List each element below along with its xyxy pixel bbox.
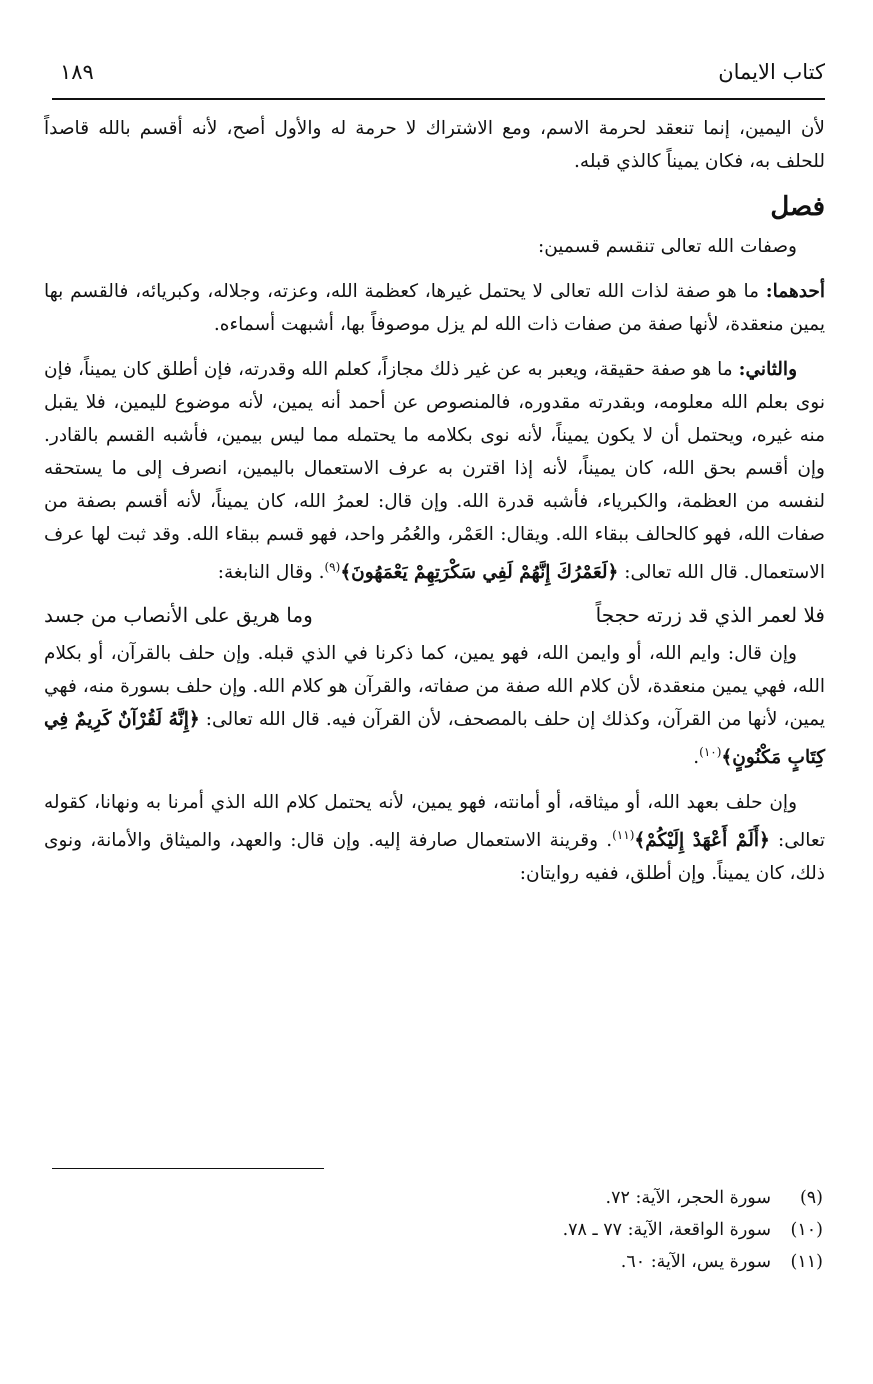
footnote-text: سورة الواقعة، الآية: ٧٧ ـ ٧٨. xyxy=(562,1220,771,1240)
quran-verse: ﴿إِنَّهُ لَقُرْآنٌ كَرِيمٌ فِي كِتَابٍ مَكْنُونٍ﴾ xyxy=(44,709,825,769)
verse-second-hemistich: وما هريق على الأنصاب من جسد xyxy=(44,603,313,628)
paragraph xyxy=(44,637,825,774)
quran-verse: ﴿لَعَمْرُكَ إِنَّهُمْ لَفِي سَكْرَتِهِمْ يَعْمَهُونَ﴾ xyxy=(340,562,619,584)
footnote xyxy=(200,1182,823,1214)
page-number: ١٨٩ xyxy=(60,60,94,84)
paragraph-text: ما هو صفة حقيقة، ويعبر به عن غير ذلك مجازاً، كعلم الله وقدرته، فإن أطلق كان يميناً، فإن نوى بعلم الله معلومه، وبقدرته مقدوره، فالمنصوص عن أحمد أنه يمين، لأنه موضوع لليمين، فلا يقبل منه غيره، ويحتمل أن لا يكون يميناً، لأنه نوى بكلامه ما يحتمله مما ليس بيمين، فأشبه القسم بالقادر. وإن أقسم بحق الله، كان يميناً، لأنه إذا اقترن به عرف الاستعمال باليمين، انصرف إلى ما يستحقه لنفسه من العظمة، والكبرياء، فأشبه قدرة الله. وإن قال: لعمرُ الله، كان يميناً، لأنه أقسم بصفة من صفات الله، فهو كالحالف ببقاء الله. ويقال: العَمْر، والعُمُر واحد، فهو قسم ببقاء الله. وقد ثبت لها عرف الاستعمال. قال الله تعالى: xyxy=(44,359,825,584)
header-rule xyxy=(52,98,825,100)
paragraph: وصفات الله تعالى تنقسم قسمين: xyxy=(537,236,797,257)
paragraph-text: وإن حلف بعهد الله، أو ميثاقه، أو أمانته، فهو يمين، لأنه يحتمل كلام الله الذي أمرنا به ونهانا، كقوله تعالى: xyxy=(44,792,825,852)
footnote-number: (١١) xyxy=(790,1252,823,1272)
footnote-ref: (١١) xyxy=(612,828,635,843)
verse-first-hemistich: فلا لعمر الذي قد زرته حججاً xyxy=(595,603,825,628)
quran-verse: ﴿أَلَمْ أَعْهَدْ إِلَيْكُمْ﴾ xyxy=(634,830,770,852)
footnote-text: سورة يس، الآية: ٦٠. xyxy=(620,1252,771,1272)
paragraph-lead: والثاني: xyxy=(738,359,797,380)
paragraph-text: ما هو صفة لذات الله تعالى لا يحتمل غيرها، كعظمة الله، وعزته، وجلاله، وكبريائه، فالقسم بها يمين منعقدة، لأنها صفة من صفات ذات الله لم يزل موصوفاً بها، أشبهت أسماءه. xyxy=(44,281,825,335)
footnotes xyxy=(200,1182,823,1278)
paragraph-text: وإن قال: وايم الله، أو وايمن الله، فهو يمين، كما ذكرنا في الذي قبله. وإن حلف بالقرآن، أو بكلام الله، فهي يمين منعقدة، لأن كلام الله صفة من صفاته، والقرآن هو كلام الله. وإن حلف بسورة منه، فهي يمين، لأنها من القرآن، وكذلك إن حلف بالمصحف، لأن القرآن فيه. قال الله تعالى: xyxy=(44,643,825,731)
footnote-rule xyxy=(52,1168,324,1169)
footnote xyxy=(200,1214,823,1246)
paragraph xyxy=(44,353,825,589)
section-heading: فصل xyxy=(770,192,825,222)
footnote-number: (٩) xyxy=(799,1188,823,1208)
paragraph-text: . وقرينة الاستعمال صارفة إليه. وإن قال: والعهد، والميثاق والأمانة، ونوى ذلك، كان يميناً. وإن أطلق، ففيه روايتان: xyxy=(44,830,825,885)
running-title: كتاب الايمان xyxy=(718,60,825,84)
footnote-ref: (٩) xyxy=(324,560,341,574)
paragraph-lead: أحدهما: xyxy=(765,281,825,302)
footnote xyxy=(200,1246,823,1278)
page-header xyxy=(60,54,825,90)
paragraph xyxy=(44,786,825,890)
paragraph: لأن اليمين، إنما تنعقد لحرمة الاسم، ومع الاشتراك لا حرمة له والأول أصح، لأنه أقسم بالله قاصداً للحلف به، فكان يميناً كالذي قبله. xyxy=(44,118,825,172)
poetry-verse xyxy=(44,595,825,635)
paragraph xyxy=(44,275,825,341)
footnote-text: سورة الحجر، الآية: ٧٢. xyxy=(605,1188,771,1208)
paragraph-text: . وقال النابغة: xyxy=(217,562,325,584)
main-text xyxy=(44,112,825,890)
footnote-ref: (١٠) xyxy=(699,745,722,760)
footnote-number: (١٠) xyxy=(790,1220,823,1240)
paragraph-text: . xyxy=(693,747,700,769)
